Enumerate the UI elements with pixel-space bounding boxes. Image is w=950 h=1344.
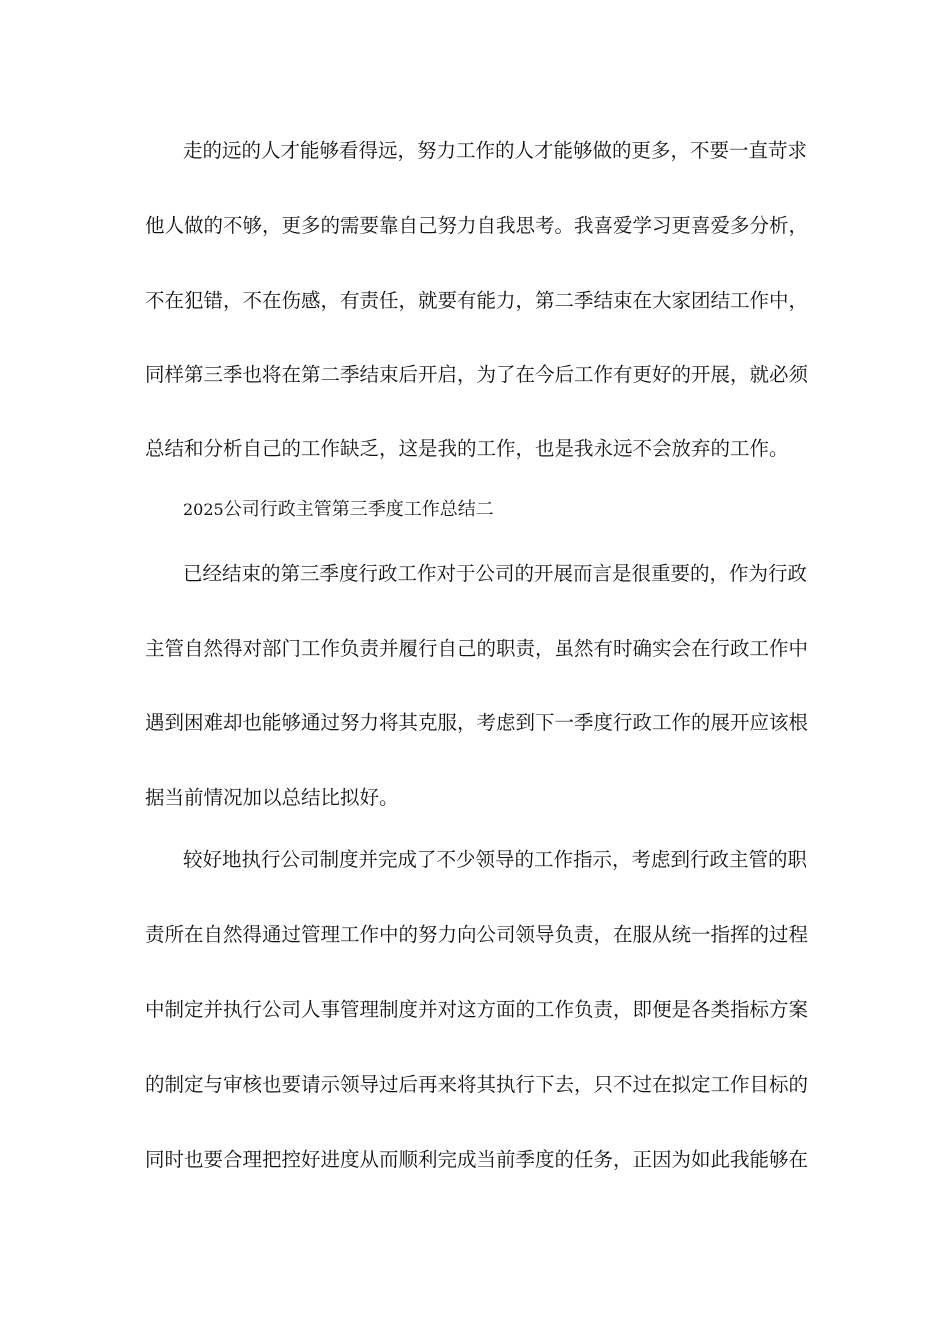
section-heading: [183, 496, 494, 524]
heading-year: 2025: [183, 500, 224, 519]
paragraph-1-line-2: 他人做的不够，更多的需要靠自己努力自我思考。我喜爱学习更喜爱多分析，: [145, 214, 809, 237]
paragraph-1-line-4: 同样第三季也将在第二季结束后开启，为了在今后工作有更好的开展，就必须: [145, 363, 809, 386]
paragraph-1-line-5: 总结和分析自己的工作缺乏，这是我的工作，也是我永远不会放弃的工作。: [145, 437, 789, 460]
paragraph-3-line-1: 较好地执行公司制度并完成了不少领导的工作指示，考虑到行政主管的职: [183, 848, 808, 871]
paragraph-3-line-2: 责所在自然得通过管理工作中的努力向公司领导负责，在服从统一指挥的过程: [145, 923, 809, 946]
paragraph-1-line-1: 走的远的人才能够看得远，努力工作的人才能够做的更多，不要一直苛求: [183, 139, 808, 162]
paragraph-3-line-4: 的制定与审核也要请示领导过后再来将其执行下去，只不过在拟定工作目标的: [145, 1073, 809, 1096]
paragraph-2-line-2: 主管自然得对部门工作负责并履行自己的职责，虽然有时确实会在行政工作中: [145, 637, 809, 660]
paragraph-3-line-5: 同时也要合理把控好进度从而顺利完成当前季度的任务，正因为如此我能够在: [145, 1148, 809, 1171]
paragraph-3-line-3: 中制定并执行公司人事管理制度并对这方面的工作负责，即便是各类指标方案: [145, 998, 809, 1021]
paragraph-1-line-3: 不在犯错，不在伤感，有责任，就要有能力，第二季结束在大家团结工作中，: [145, 289, 809, 312]
paragraph-2-line-4: 据当前情况加以总结比拟好。: [145, 786, 399, 809]
heading-title: 公司行政主管第三季度工作总结二: [223, 499, 494, 520]
paragraph-2-line-1: 已经结束的第三季度行政工作对于公司的开展而言是很重要的，作为行政: [183, 562, 808, 585]
paragraph-2-line-3: 遇到困难却也能够通过努力将其克服，考虑到下一季度行政工作的展开应该根: [145, 711, 809, 734]
